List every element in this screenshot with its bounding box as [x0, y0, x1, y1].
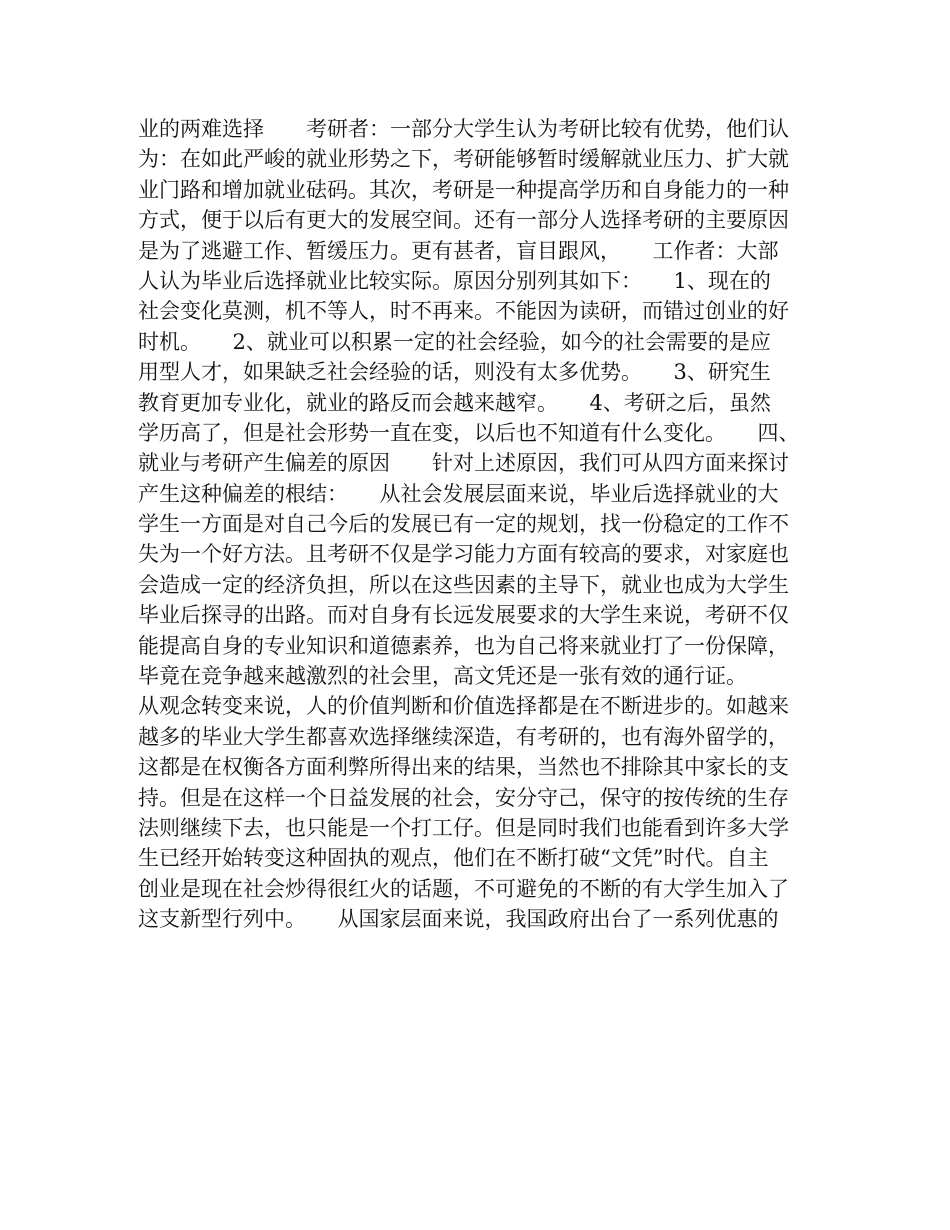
body-text — [138, 114, 828, 935]
text-line: 会造成一定的经济负担，所以在这些因素的主导下，就业也成为大学生 — [138, 572, 789, 597]
text-line: 这都是在权衡各方面利弊所得出来的结果，当然也不排除其中家长的支 — [138, 755, 789, 780]
text-line: 越多的毕业大学生都喜欢选择继续深造，有考研的，也有海外留学的， — [138, 724, 789, 749]
text-line: 用型人才，如果缺乏社会经验的话，则没有太多优势。 3、研究生 — [138, 360, 771, 385]
text-line: 生已经开始转变这种固执的观点，他们在不断打破“文凭”时代。自主 — [138, 846, 769, 871]
text-line: 失为一个好方法。且考研不仅是学习能力方面有较高的要求，对家庭也 — [138, 542, 789, 567]
text-line: 持。但是在这样一个日益发展的社会，安分守己，保守的按传统的生存 — [138, 785, 789, 810]
text-line: 从观念转变来说，人的价值判断和价值选择都是在不断进步的。如越来 — [138, 694, 789, 719]
text-line: 产生这种偏差的根结： 从社会发展层面来说，毕业后选择就业的大 — [138, 481, 779, 506]
text-line: 学生一方面是对自己今后的发展已有一定的规划，找一份稳定的工作不 — [138, 512, 789, 537]
text-line: 学历高了，但是社会形势一直在变，以后也不知道有什么变化。 四、 — [138, 420, 800, 445]
text-line: 社会变化莫测，机不等人，时不再来。不能因为读研，而错过创业的好 — [138, 299, 789, 324]
text-line: 能提高自身的专业知识和道德素养，也为自己将来就业打了一份保障， — [138, 633, 789, 658]
text-line: 毕业后探寻的出路。而对自身有长远发展要求的大学生来说，考研不仅 — [138, 603, 789, 628]
text-line: 业的两难选择 考研者：一部分大学生认为考研比较有优势，他们认 — [138, 117, 789, 141]
text-line: 就业与考研产生偏差的原因 针对上述原因，我们可从四方面来探讨 — [138, 451, 789, 476]
text-line: 创业是现在社会炒得很红火的话题，不可避免的不断的有大学生加入了 — [138, 876, 789, 901]
text-line: 方式，便于以后有更大的发展空间。还有一部分人选择考研的主要原因 — [138, 208, 789, 233]
text-line: 这支新型行列中。 从国家层面来说，我国政府出台了一系列优惠的 — [138, 907, 779, 932]
text-line: 教育更加专业化，就业的路反而会越来越窄。 4、考研之后，虽然 — [138, 390, 771, 415]
text-line: 人认为毕业后选择就业比较实际。原因分别列其如下： 1、现在的 — [138, 268, 771, 293]
text-line: 业门路和增加就业砝码。其次，考研是一种提高学历和自身能力的一种 — [138, 177, 789, 202]
text-line: 为：在如此严峻的就业形势之下，考研能够暂时缓解就业压力、扩大就 — [138, 147, 789, 172]
text-line: 时机。 2、就业可以积累一定的社会经验，如今的社会需要的是应 — [138, 329, 771, 354]
text-line: 是为了逃避工作、暂缓压力。更有甚者，盲目跟风， 工作者：大部 — [138, 238, 779, 263]
text-line: 毕竟在竞争越来越激烈的社会里，高文凭还是一张有效的通行证。 — [138, 664, 747, 689]
text-line: 法则继续下去，也只能是一个打工仔。但是同时我们也能看到许多大学 — [138, 815, 789, 840]
